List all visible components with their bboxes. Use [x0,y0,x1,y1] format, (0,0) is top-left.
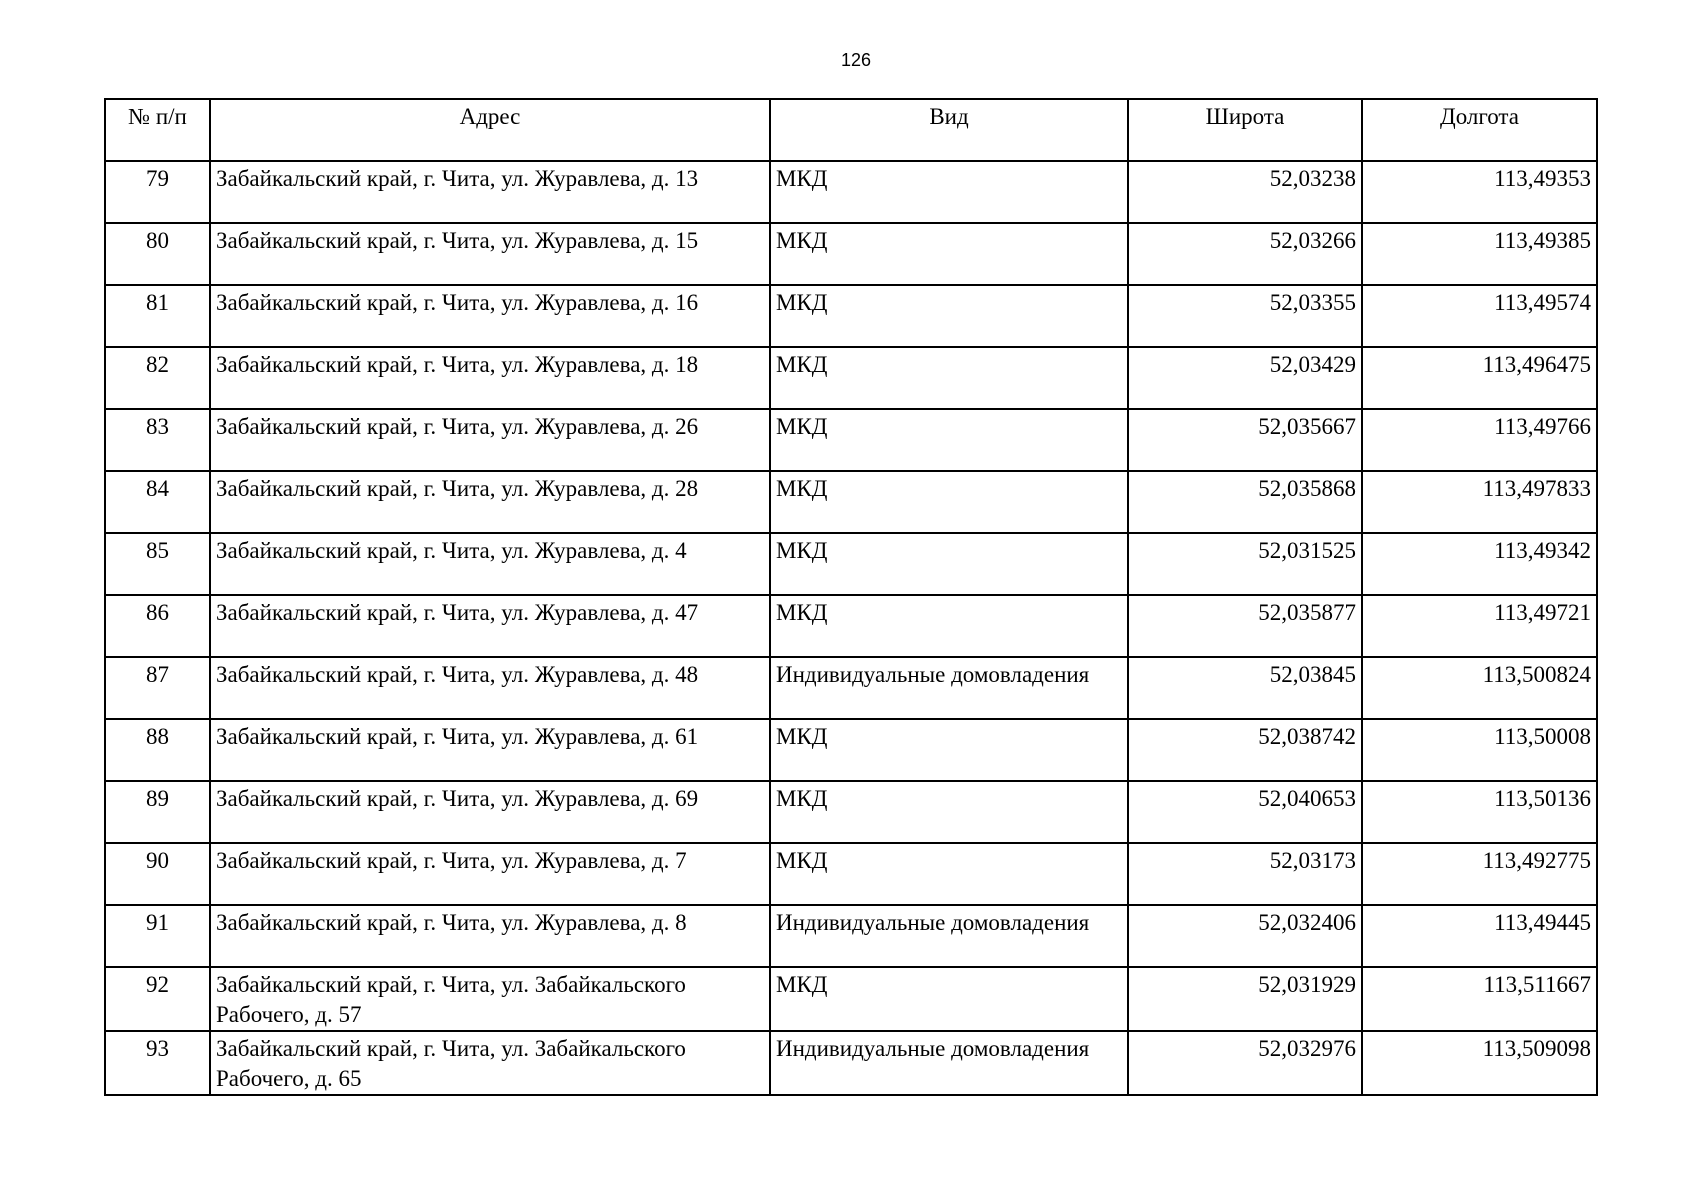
header-latitude: Широта [1128,99,1362,161]
cell-longitude: 113,497833 [1362,471,1597,533]
cell-address: Забайкальский край, г. Чита, ул. Журавлева, д. 8 [210,905,770,967]
cell-address: Забайкальский край, г. Чита, ул. Журавлева, д. 15 [210,223,770,285]
table-row [105,223,1597,285]
table-row [105,967,1597,1031]
cell-address: Забайкальский край, г. Чита, ул. Журавлева, д. 48 [210,657,770,719]
table-row [105,285,1597,347]
cell-number: 88 [105,719,210,781]
table-row [105,719,1597,781]
cell-address: Забайкальский край, г. Чита, ул. Забайкальского Рабочего, д. 65 [210,1031,770,1095]
cell-kind: МКД [770,161,1128,223]
cell-latitude: 52,031525 [1128,533,1362,595]
cell-number: 93 [105,1031,210,1095]
cell-number: 89 [105,781,210,843]
page-number: 126 [840,50,872,70]
cell-kind: МКД [770,223,1128,285]
cell-longitude: 113,49353 [1362,161,1597,223]
cell-number: 86 [105,595,210,657]
cell-number: 79 [105,161,210,223]
cell-latitude: 52,03355 [1128,285,1362,347]
table-row [105,409,1597,471]
cell-latitude: 52,031929 [1128,967,1362,1031]
header-kind: Вид [770,99,1128,161]
cell-address: Забайкальский край, г. Чита, ул. Журавлева, д. 16 [210,285,770,347]
cell-kind: МКД [770,409,1128,471]
cell-latitude: 52,03429 [1128,347,1362,409]
cell-address: Забайкальский край, г. Чита, ул. Журавлева, д. 69 [210,781,770,843]
cell-longitude: 113,49342 [1362,533,1597,595]
cell-number: 84 [105,471,210,533]
cell-longitude: 113,49574 [1362,285,1597,347]
cell-latitude: 52,035877 [1128,595,1362,657]
cell-number: 82 [105,347,210,409]
cell-number: 92 [105,967,210,1031]
cell-latitude: 52,03266 [1128,223,1362,285]
cell-address: Забайкальский край, г. Чита, ул. Журавлева, д. 4 [210,533,770,595]
cell-latitude: 52,035868 [1128,471,1362,533]
cell-latitude: 52,035667 [1128,409,1362,471]
cell-longitude: 113,49766 [1362,409,1597,471]
table-row [105,905,1597,967]
cell-latitude: 52,040653 [1128,781,1362,843]
cell-longitude: 113,49445 [1362,905,1597,967]
cell-kind: Индивидуальные домовладения [770,1031,1128,1095]
table-row [105,781,1597,843]
cell-longitude: 113,509098 [1362,1031,1597,1095]
cell-kind: МКД [770,843,1128,905]
address-table [104,98,1598,1096]
cell-kind: МКД [770,285,1128,347]
cell-longitude: 113,49721 [1362,595,1597,657]
cell-kind: МКД [770,471,1128,533]
cell-number: 87 [105,657,210,719]
cell-number: 83 [105,409,210,471]
cell-longitude: 113,500824 [1362,657,1597,719]
cell-kind: МКД [770,595,1128,657]
cell-longitude: 113,50008 [1362,719,1597,781]
cell-number: 91 [105,905,210,967]
cell-latitude: 52,03238 [1128,161,1362,223]
cell-latitude: 52,038742 [1128,719,1362,781]
cell-address: Забайкальский край, г. Чита, ул. Журавлева, д. 61 [210,719,770,781]
cell-number: 80 [105,223,210,285]
cell-kind: Индивидуальные домовладения [770,657,1128,719]
cell-kind: МКД [770,533,1128,595]
cell-address: Забайкальский край, г. Чита, ул. Журавлева, д. 7 [210,843,770,905]
table-row [105,1031,1597,1095]
cell-latitude: 52,032976 [1128,1031,1362,1095]
header-longitude: Долгота [1362,99,1597,161]
table-row [105,595,1597,657]
table-row [105,471,1597,533]
cell-latitude: 52,03845 [1128,657,1362,719]
cell-number: 81 [105,285,210,347]
cell-latitude: 52,032406 [1128,905,1362,967]
cell-kind: МКД [770,967,1128,1031]
cell-kind: МКД [770,347,1128,409]
cell-longitude: 113,50136 [1362,781,1597,843]
cell-longitude: 113,49385 [1362,223,1597,285]
cell-kind: МКД [770,781,1128,843]
table-row [105,161,1597,223]
cell-longitude: 113,496475 [1362,347,1597,409]
table-row [105,347,1597,409]
cell-address: Забайкальский край, г. Чита, ул. Журавлева, д. 13 [210,161,770,223]
table-row [105,533,1597,595]
cell-number: 85 [105,533,210,595]
cell-address: Забайкальский край, г. Чита, ул. Журавлева, д. 18 [210,347,770,409]
cell-longitude: 113,511667 [1362,967,1597,1031]
cell-longitude: 113,492775 [1362,843,1597,905]
table-header-row [105,99,1597,161]
cell-address: Забайкальский край, г. Чита, ул. Журавлева, д. 26 [210,409,770,471]
table-row [105,843,1597,905]
cell-latitude: 52,03173 [1128,843,1362,905]
cell-kind: Индивидуальные домовладения [770,905,1128,967]
cell-number: 90 [105,843,210,905]
cell-kind: МКД [770,719,1128,781]
table-row [105,657,1597,719]
cell-address: Забайкальский край, г. Чита, ул. Журавлева, д. 28 [210,471,770,533]
header-number: № п/п [105,99,210,161]
header-address: Адрес [210,99,770,161]
cell-address: Забайкальский край, г. Чита, ул. Журавлева, д. 47 [210,595,770,657]
cell-address: Забайкальский край, г. Чита, ул. Забайкальского Рабочего, д. 57 [210,967,770,1031]
